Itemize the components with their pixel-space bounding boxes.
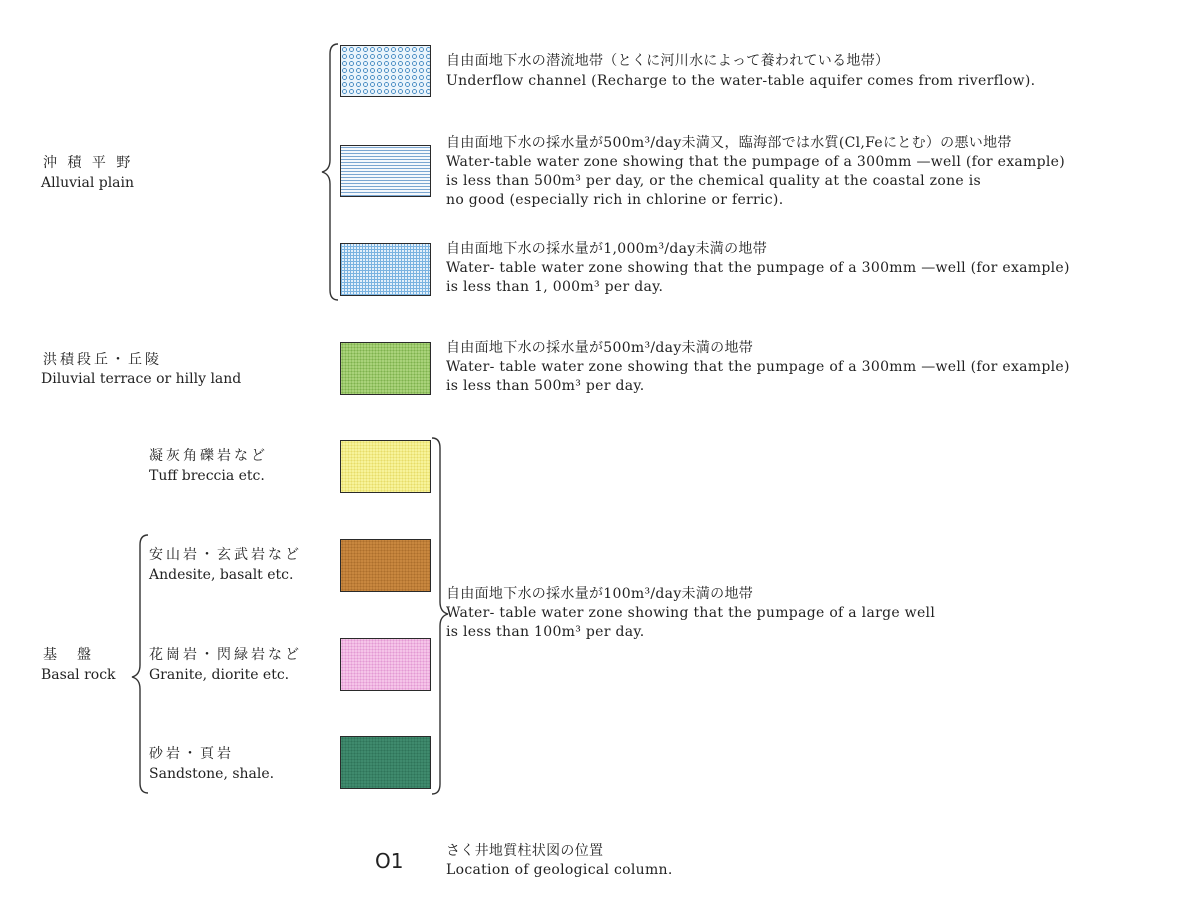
rock-granite-jp: 花崗岩・閃緑岩など	[149, 647, 302, 663]
legend-1-en-1: Underflow channel (Recharge to the water-table aquifer comes from riverflow).	[446, 73, 1036, 89]
rock-sandstone-jp: 砂岩・頁岩	[149, 746, 234, 762]
basal-desc-jp: 自由面地下水の採水量が100m³/day未満の地帯	[446, 586, 754, 602]
legend-3-jp: 自由面地下水の採水量が1,000m³/day未満の地帯	[446, 241, 768, 257]
location-marker-jp: さく井地質柱状図の位置	[446, 843, 604, 859]
legend-2-en-1: Water-table water zone showing that the pumpage of a 300mm —well (for example)	[446, 154, 1066, 170]
legend-4-en-2: is less than 500m³ per day.	[446, 378, 645, 394]
legend-3-en-1: Water- table water zone showing that the pumpage of a 300mm —well (for example)	[446, 260, 1070, 276]
basal-left-brace	[128, 533, 152, 795]
legend-2-jp: 自由面地下水の採水量が500m³/day未満又，臨海部では水質(Cl,Feにとむ）の悪い地帯	[446, 135, 1012, 151]
rock-granite-en: Granite, diorite etc.	[149, 667, 290, 683]
swatch-fine-grid	[340, 243, 431, 296]
legend-3-en-2: is less than 1, 000m³ per day.	[446, 279, 664, 295]
swatch-granite-diorite	[340, 638, 431, 691]
rock-tuff-en: Tuff breccia etc.	[149, 468, 265, 484]
group-label-alluvial-jp: 沖 積 平 野	[43, 155, 134, 171]
basal-desc-en-2: is less than 100m³ per day.	[446, 624, 645, 640]
swatch-underflow-channel	[340, 45, 431, 97]
alluvial-brace	[318, 42, 342, 302]
legend-1-jp: 自由面地下水の潜流地帯（とくに河川水によって養われている地帯）	[446, 53, 890, 69]
rock-andesite-jp: 安山岩・玄武岩など	[149, 547, 302, 563]
swatch-horizontal-lines	[340, 145, 431, 197]
group-label-basal-en: Basal rock	[41, 667, 116, 683]
swatch-diluvial-green	[340, 342, 431, 395]
legend-4-jp: 自由面地下水の採水量が500m³/day未満の地帯	[446, 340, 754, 356]
rock-tuff-jp: 凝灰角礫岩など	[149, 448, 268, 464]
rock-sandstone-en: Sandstone, shale.	[149, 766, 275, 782]
location-marker-en: Location of geological column.	[446, 862, 673, 878]
swatch-tuff-breccia	[340, 440, 431, 493]
group-label-basal-jp: 基 盤	[43, 647, 94, 663]
rock-andesite-en: Andesite, basalt etc.	[149, 567, 294, 583]
swatch-andesite-basalt	[340, 539, 431, 592]
location-marker-symbol: O1	[375, 849, 404, 873]
legend-2-en-3: no good (especially rich in chlorine or ferric).	[446, 192, 784, 208]
basal-desc-en-1: Water- table water zone showing that the pumpage of a large well	[446, 605, 936, 621]
group-label-diluvial-en: Diluvial terrace or hilly land	[41, 371, 242, 387]
group-label-alluvial-en: Alluvial plain	[41, 175, 135, 191]
swatch-sandstone-shale	[340, 736, 431, 789]
legend-2-en-2: is less than 500m³ per day, or the chemical quality at the coastal zone is	[446, 173, 982, 189]
group-label-diluvial-jp: 洪積段丘・丘陵	[43, 352, 162, 368]
legend-4-en-1: Water- table water zone showing that the pumpage of a 300mm —well (for example)	[446, 359, 1070, 375]
